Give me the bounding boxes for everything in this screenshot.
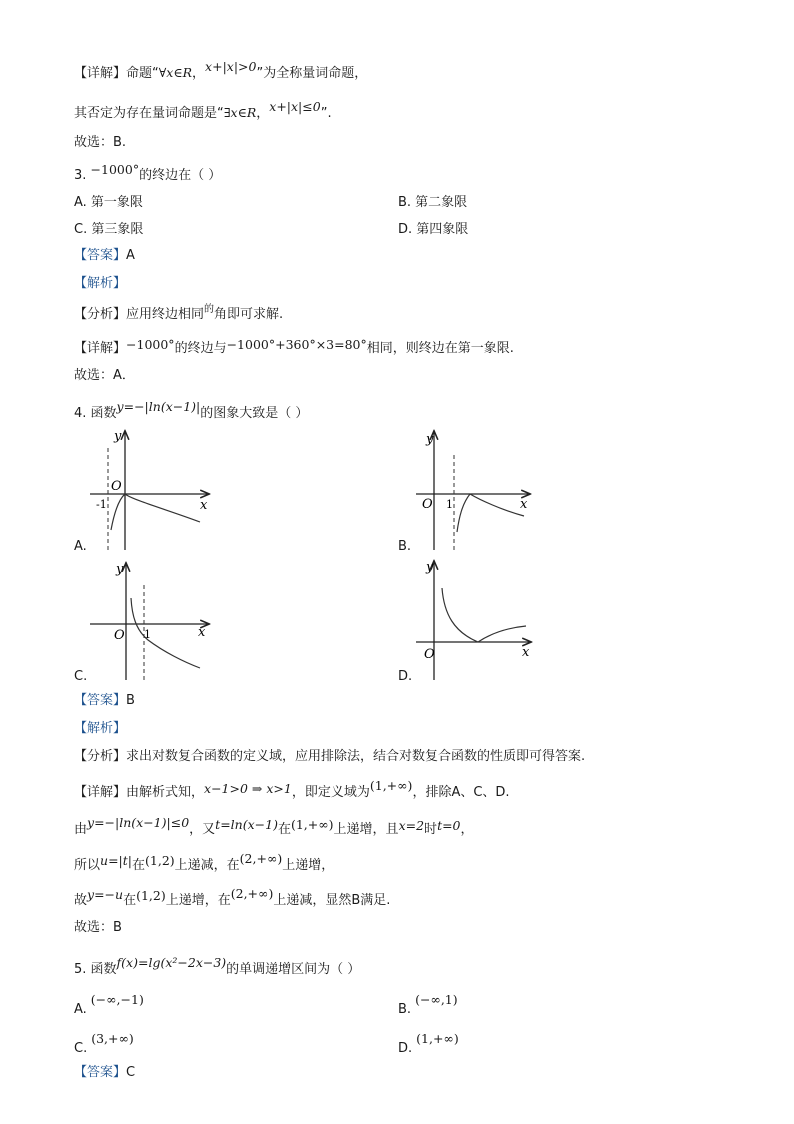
curve bbox=[457, 494, 524, 532]
origin-label: O bbox=[114, 628, 125, 643]
math: (2,+∞) bbox=[230, 886, 274, 901]
detail-line-1 bbox=[74, 59, 368, 83]
text: 上递增，在 bbox=[165, 893, 231, 908]
text: 在 bbox=[132, 858, 146, 873]
q4-detail-3 bbox=[74, 851, 335, 875]
q4-detail-4 bbox=[74, 886, 391, 910]
text: 的终边在（ ） bbox=[139, 168, 222, 183]
option-math: (−∞,−1) bbox=[90, 992, 144, 1007]
text: 上递增，且 bbox=[333, 822, 399, 837]
detail-tag: 【详解】 bbox=[74, 785, 127, 800]
tick-neg1: -1 bbox=[96, 498, 107, 511]
text: 上递减，在 bbox=[174, 858, 240, 873]
math: u=|t| bbox=[100, 853, 132, 868]
math: x−1>0 ⇒ x>1 bbox=[204, 781, 292, 796]
y-label: y bbox=[426, 432, 434, 447]
text: ”为全称量词命题， bbox=[256, 66, 368, 81]
math: (1,+∞) bbox=[369, 778, 413, 793]
q5-option-a bbox=[74, 992, 144, 1019]
option-letter: B. bbox=[398, 1002, 412, 1017]
text: 应用终边相同 bbox=[126, 307, 205, 322]
math: −1000°+360°×3=80° bbox=[226, 337, 367, 352]
detail-tag: 【详解】 bbox=[74, 341, 127, 356]
text: 其否定为存在量词命题是“ bbox=[74, 106, 224, 121]
graph-b bbox=[414, 428, 536, 553]
text: 由 bbox=[74, 822, 88, 837]
question-text: 的图象大致是（ ） bbox=[200, 406, 309, 421]
text: 命题“ bbox=[126, 66, 159, 81]
answer-value: A bbox=[126, 248, 135, 263]
text: 故 bbox=[74, 893, 88, 908]
y-label: y bbox=[116, 562, 124, 577]
math: −1000° bbox=[90, 162, 140, 177]
curve bbox=[442, 588, 526, 642]
text: ， bbox=[460, 822, 474, 837]
graph-d-label: D. bbox=[398, 669, 413, 684]
text: 时 bbox=[424, 822, 438, 837]
q3-option-a: A. 第一象限 bbox=[74, 195, 143, 210]
math: x=2 bbox=[398, 818, 425, 833]
select-line: 故选：B. bbox=[74, 135, 127, 150]
tick-1: 1 bbox=[144, 628, 151, 641]
q5-option-d bbox=[398, 1031, 459, 1058]
text: 的 bbox=[204, 304, 215, 315]
answer-value: B bbox=[126, 693, 135, 708]
x-label: x bbox=[198, 625, 206, 640]
text: 相同，则终边在第一象限. bbox=[366, 341, 514, 356]
answer-tag: 【答案】 bbox=[74, 248, 127, 263]
graph-d bbox=[414, 558, 536, 683]
math: (1,2) bbox=[136, 888, 166, 903]
detail-tag: 【详解】 bbox=[74, 66, 127, 81]
answer-value: C bbox=[126, 1065, 136, 1080]
origin-label: O bbox=[111, 479, 122, 494]
q3-option-b: B. 第二象限 bbox=[398, 195, 468, 210]
x-label: x bbox=[522, 645, 530, 660]
math: (2,+∞) bbox=[239, 851, 283, 866]
q5-option-b bbox=[398, 992, 458, 1019]
q4-analysis bbox=[74, 748, 585, 766]
math: x+|x|≤0 bbox=[269, 99, 321, 114]
math: (1,2) bbox=[145, 853, 175, 868]
math: t=0 bbox=[437, 818, 461, 833]
graph-a-label: A. bbox=[74, 539, 87, 554]
x-label: x bbox=[200, 498, 208, 513]
q3-select: 故选：A． bbox=[74, 368, 135, 383]
q4-answer bbox=[74, 692, 135, 710]
text: ， bbox=[192, 66, 206, 81]
question-3 bbox=[74, 162, 222, 185]
tick-1: 1 bbox=[446, 498, 453, 511]
graph-b-label: B. bbox=[398, 539, 412, 554]
question-5 bbox=[74, 955, 361, 979]
q3-option-d: D. 第四象限 bbox=[398, 222, 469, 237]
q4-detail-2 bbox=[74, 815, 474, 839]
math: y=−|ln(x−1)| bbox=[116, 399, 201, 414]
option-math: (1,+∞) bbox=[416, 1031, 459, 1046]
math: ∃x∈R bbox=[223, 105, 257, 120]
text: 上递增， bbox=[282, 858, 335, 873]
q3-detail bbox=[74, 339, 514, 358]
option-letter: A. bbox=[74, 1002, 87, 1017]
option-letter: D. bbox=[398, 1041, 413, 1056]
question-text: 4. 函数 bbox=[74, 406, 117, 421]
math: ∀x∈R bbox=[158, 65, 193, 80]
math: −1000° bbox=[126, 337, 175, 352]
option-letter: C. bbox=[74, 1041, 88, 1056]
text: ”. bbox=[320, 106, 332, 121]
origin-label: O bbox=[424, 647, 435, 662]
text: ，排除A、C、D. bbox=[412, 785, 510, 800]
text: 的终边与 bbox=[174, 341, 227, 356]
answer-tag: 【答案】 bbox=[74, 693, 127, 708]
q3-option-c: C. 第三象限 bbox=[74, 222, 144, 237]
analysis-tag: 【分析】 bbox=[74, 307, 127, 322]
text: 所以 bbox=[74, 858, 101, 873]
math: y=−|ln(x−1)|≤0 bbox=[87, 815, 190, 830]
text: 在 bbox=[277, 822, 291, 837]
text: ，又 bbox=[189, 822, 216, 837]
question-4 bbox=[74, 399, 309, 423]
q4-detail-1 bbox=[74, 778, 510, 802]
text: 角即可求解. bbox=[214, 307, 284, 322]
option-math: (−∞,1) bbox=[415, 992, 458, 1007]
q3-analysis bbox=[74, 306, 283, 325]
q3-analysis-tag: 【解析】 bbox=[74, 276, 127, 291]
curve bbox=[131, 598, 200, 668]
text: 上递减，显然B满足. bbox=[273, 893, 391, 908]
y-label: y bbox=[114, 429, 122, 444]
origin-label: O bbox=[422, 497, 433, 512]
text: ， bbox=[256, 106, 270, 121]
text: 求出对数复合函数的定义域，应用排除法，结合对数复合函数的性质即可得答案. bbox=[126, 749, 586, 764]
text: 在 bbox=[123, 893, 137, 908]
option-math: (3,+∞) bbox=[91, 1031, 134, 1046]
text: ，即定义域为 bbox=[291, 785, 370, 800]
graph-c-label: C. bbox=[74, 669, 88, 684]
x-label: x bbox=[520, 497, 528, 512]
question-number: 3. bbox=[74, 168, 91, 183]
y-label: y bbox=[426, 560, 434, 575]
math: f(x)=lg(x²−2x−3) bbox=[116, 955, 227, 970]
q4-analysis-tag: 【解析】 bbox=[74, 721, 127, 736]
analysis-tag: 【分析】 bbox=[74, 749, 127, 764]
q5-option-c bbox=[74, 1031, 134, 1058]
answer-tag: 【答案】 bbox=[74, 1065, 127, 1080]
text: 由解析式知， bbox=[126, 785, 205, 800]
math: y=−u bbox=[87, 887, 124, 902]
math: (1,+∞) bbox=[290, 817, 334, 832]
detail-line-2 bbox=[74, 99, 332, 123]
math: x+|x|>0 bbox=[205, 59, 257, 74]
q5-answer bbox=[74, 1064, 135, 1082]
graph-a bbox=[88, 428, 218, 553]
q4-select: 故选：B bbox=[74, 920, 122, 935]
graph-c bbox=[88, 558, 218, 683]
math: t=ln(x−1) bbox=[215, 817, 278, 832]
question-text: 的单调递增区间为（ ） bbox=[226, 962, 361, 977]
question-text: 5. 函数 bbox=[74, 962, 117, 977]
q3-answer bbox=[74, 247, 135, 265]
